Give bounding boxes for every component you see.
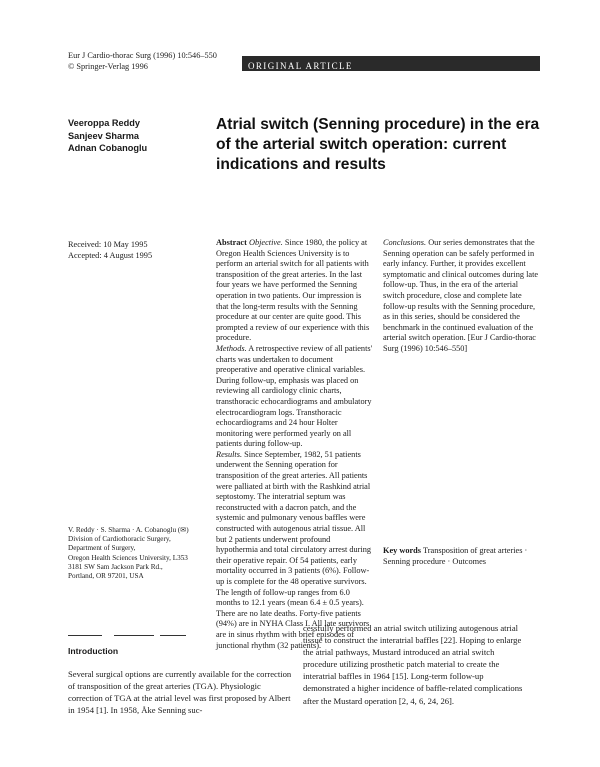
conclusions-text: Our series demonstrates that the Senning operation can be safely performed in early infancy. Further, it provides excellent symptomatic and clinical outcomes during late follow-up. Thus, in the era of the arterial switch procedure, close and complete late follow-up results with the Senning procedure, as in this series, should be considered the benchmark in the continued evaluation of the arterial switch operation. [Eur J Cardio-thorac Surg (1996) 10:546–550] xyxy=(383,238,539,353)
address-line: Division of Cardiothoracic Surgery, xyxy=(68,535,171,544)
objective-text: Since 1980, the policy at Oregon Health Sciences University is to perform an arterial switch for all patients with transposition of the great arteries. In the last four years we have performed the Senning operation in two patients. Our impression is that the long-term results with the Senning procedure at our center are quite good. This prompted a review of our experience with this procedure. xyxy=(216,238,370,343)
copyright-line: © Springer-Verlag 1996 xyxy=(68,61,148,71)
abstract-column-2 xyxy=(383,238,541,355)
introduction-heading: Introduction xyxy=(68,646,119,656)
abstract-column-1 xyxy=(216,238,374,651)
introduction-text-right: cessfully performed an atrial switch utilizing autogenous atrial tissue to construct the interatrial baffles [22]. Hoping to enlarge the atrial pathways, Mustard introduced an atrial switch procedure utilizing prosthetic patch material to create the interatrial baffles in 1964 [15]. Long-term follow-up demonstrated a higher incidence of baffle-related complications after the Mustard operation [2, 4, 6, 24, 26]. xyxy=(303,623,523,706)
introduction-text-left: Several surgical options are currently available for the correction of transposition of the great arteries (TGA). Physiologic correction of TGA at the atrial level was first proposed by Albert in 1954 [1]. In 1958, Åke Senning suc- xyxy=(68,669,292,716)
author-list xyxy=(68,117,218,155)
article-type-label: ORIGINAL ARTICLE xyxy=(248,61,353,71)
abstract-label: Abstract xyxy=(216,238,247,247)
keywords-label: Key words xyxy=(383,546,422,555)
address-line: Portland, OR 97201, USA xyxy=(68,572,144,581)
section-divider xyxy=(160,635,186,636)
author-name: Adnan Cobanoglu xyxy=(68,143,148,153)
objective-label: Objective. xyxy=(248,238,283,247)
conclusions-label: Conclusions. xyxy=(383,238,427,247)
keywords-text: Transposition of great arteries · Senning procedure · Outcomes xyxy=(383,546,528,566)
correspondence-names: V. Reddy · S. Sharma · A. Cobanoglu (✉) xyxy=(68,526,189,534)
author-name: Sanjeev Sharma xyxy=(68,130,139,141)
methods-label: Methods. xyxy=(216,343,247,353)
journal-reference xyxy=(68,51,238,72)
author-name: Veeroppa Reddy xyxy=(68,118,140,128)
address-line: Department of Surgery, xyxy=(68,544,136,553)
results-label: Results. xyxy=(216,449,243,459)
correspondence-address xyxy=(68,526,218,581)
section-divider xyxy=(68,635,102,636)
address-line: Oregon Health Sciences University, L353 xyxy=(68,553,188,562)
manuscript-dates xyxy=(68,240,208,261)
received-date: Received: 10 May 1995 xyxy=(68,240,148,249)
methods-text: A retrospective review of all patients' charts was undertaken to document preoperative and operative clinical variables. During follow-up, emphasis was placed on reviewing all cardiology clinic charts, transthoracic echocardiograms and ambulatory electrocardiogram logs. Transthoracic echocardiograms and 24 hour Holter monitoring were performed yearly on all patients during follow-up. xyxy=(216,343,373,449)
journal-citation: Eur J Cardio-thorac Surg (1996) 10:546–550 xyxy=(68,51,217,60)
address-line: 3181 SW Sam Jackson Park Rd., xyxy=(68,562,163,571)
article-title: Atrial switch (Senning procedure) in the era of the arterial switch operation: current indications and results xyxy=(216,116,540,173)
results-text: Since September, 1982, 51 patients underwent the Senning operation for transposition of the great arteries. All patients were palliated at birth with the Rashkind atrial septostomy. The interatrial septum was reconstructed with a dacron patch, and the systemic and pulmonary venous baffles were constructed with autogenous atrial tissue. All but 2 patients underwent profound hypothermia and total circulatory arrest during their operative repair. Of 54 patients, early mortality occurred in 3 patients (6%). Follow-up is complete for the 48 operative survivors. The length of follow-up ranges from 6.0 months to 12.1 years (mean 6.4 ± 0.5 years). There are no late deaths. Forty-five patients (94%) are in NYHA Class I. All late survivors are in sinus rhythm with brief episodes of junctional rhythm (32 patients). xyxy=(216,449,372,650)
keywords xyxy=(383,546,543,567)
article-type-bar xyxy=(242,56,540,71)
accepted-date: Accepted: 4 August 1995 xyxy=(68,250,153,260)
section-divider xyxy=(114,635,154,636)
